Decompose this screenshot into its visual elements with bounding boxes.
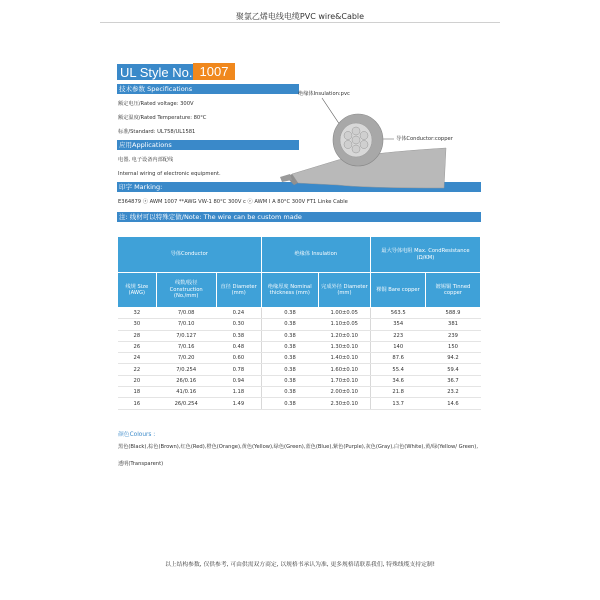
- table-row: [118, 398, 481, 409]
- table-cell: 16: [118, 398, 157, 409]
- table-cell: 59.4: [425, 364, 480, 375]
- marking-heading: 印字 Marking:: [117, 182, 481, 192]
- column-header-bare-copper: 裸铜 Bare copper: [370, 273, 425, 308]
- table-cell: 150: [425, 341, 480, 352]
- table-row: [118, 330, 481, 341]
- table-cell: 94.2: [425, 353, 480, 364]
- table-cell: 1.10±0.05: [318, 319, 370, 330]
- table-row: [118, 364, 481, 375]
- table-cell: 24: [118, 353, 157, 364]
- table-cell: 1.20±0.10: [318, 330, 370, 341]
- colours-title: 颜色Colours :: [118, 432, 156, 438]
- table-body: [118, 308, 481, 410]
- table-cell: 1.60±0.10: [318, 364, 370, 375]
- ul-style-number: 1007: [193, 63, 235, 80]
- table-cell: 2.30±0.10: [318, 398, 370, 409]
- table-cell: 0.38: [261, 341, 318, 352]
- table-cell: 563.5: [370, 308, 425, 319]
- table-cell: 7/0.16: [156, 341, 216, 352]
- table-cell: 354: [370, 319, 425, 330]
- table-cell: 2.00±0.10: [318, 387, 370, 398]
- table-cell: 0.24: [216, 308, 261, 319]
- table-row: [118, 387, 481, 398]
- table-cell: 55.4: [370, 364, 425, 375]
- specifications-heading: 技术参数 Specifications: [117, 84, 299, 94]
- table-cell: 7/0.254: [156, 364, 216, 375]
- table-cell: 30: [118, 319, 157, 330]
- table-cell: 7/0.08: [156, 308, 216, 319]
- custom-note-bar: 注: 线材可以特殊定做/Note: The wire can be custom made: [117, 212, 481, 222]
- group-header-resistance: 最大导体电阻 Max. CondResistance (Ω/KM): [370, 237, 480, 273]
- table-cell: 41/0.16: [156, 387, 216, 398]
- spec-line: 标准/Standard: UL758/UL1581: [118, 129, 196, 135]
- table-cell: 13.7: [370, 398, 425, 409]
- table-cell: 14.6: [425, 398, 480, 409]
- table-cell: 0.38: [216, 330, 261, 341]
- table-cell: 1.00±0.05: [318, 308, 370, 319]
- table-row: [118, 308, 481, 319]
- title-rule: [100, 22, 500, 23]
- table-cell: 32: [118, 308, 157, 319]
- table-cell: 0.94: [216, 375, 261, 386]
- table-cell: 20: [118, 375, 157, 386]
- table-cell: 87.6: [370, 353, 425, 364]
- table-cell: 0.38: [261, 364, 318, 375]
- application-line: 电器, 电子设备内部配线: [118, 157, 174, 163]
- table-cell: 588.9: [425, 308, 480, 319]
- table-row: [118, 319, 481, 330]
- table-cell: 26/0.254: [156, 398, 216, 409]
- table-cell: 239: [425, 330, 480, 341]
- table-cell: 18: [118, 387, 157, 398]
- table-cell: 1.18: [216, 387, 261, 398]
- column-header-tinned-copper: 镀锡铜 Tinned copper: [425, 273, 480, 308]
- table-cell: 140: [370, 341, 425, 352]
- colours-list: 黑色(Black),棕色(Brown),红色(Red),橙色(Orange),黄色(Yellow),绿色(Green),蓝色(Blue),紫色(Purple),灰色(Gray),白色(White),黄/绿(Yellow/ Green),透明(Transparent): [118, 444, 478, 467]
- table-cell: 0.38: [261, 308, 318, 319]
- document-title: 聚氯乙烯电线电缆PVC wire&Cable: [235, 12, 365, 21]
- table-cell: 0.38: [261, 330, 318, 341]
- column-header-construction: 线数/股径 Construction (No./mm): [156, 273, 216, 308]
- table-cell: 1.40±0.10: [318, 353, 370, 364]
- table-cell: 26/0.16: [156, 375, 216, 386]
- table-cell: 0.38: [261, 398, 318, 409]
- group-header-conductor: 导体Conductor: [118, 237, 262, 273]
- insulation-callout: 绝缘体Insulation:pvc: [298, 91, 350, 97]
- table-row: [118, 353, 481, 364]
- table-cell: 1.70±0.10: [318, 375, 370, 386]
- spec-line: 额定温度/Rated Temperature: 80°C: [118, 115, 207, 121]
- table-cell: 0.38: [261, 387, 318, 398]
- marking-text: E364879 ⓡ AWM 1007 **AWG VW-1 80°C 300V c ⓡ AWM I A 80°C 300V FT1 Linke Cable: [118, 199, 348, 205]
- table-cell: 0.38: [261, 353, 318, 364]
- column-header-diameter: 直径 Diameter (mm): [216, 273, 261, 308]
- table-cell: 23.2: [425, 387, 480, 398]
- column-header-size: 线规 Size (AWG): [118, 273, 157, 308]
- table-cell: 0.60: [216, 353, 261, 364]
- column-header-outer-diameter: 完成外径 Diameter (mm): [318, 273, 370, 308]
- table-cell: 7/0.10: [156, 319, 216, 330]
- application-line: Internal wiring of electronic equipment.: [118, 171, 221, 177]
- table-cell: 21.8: [370, 387, 425, 398]
- table-group-header-row: [118, 237, 481, 273]
- table-cell: 28: [118, 330, 157, 341]
- spec-line: 额定电压/Rated voltage: 300V: [118, 101, 194, 107]
- table-row: [118, 341, 481, 352]
- table-row: [118, 375, 481, 386]
- table-cell: 36.7: [425, 375, 480, 386]
- conductor-callout: 导体Conductor:copper: [396, 136, 453, 142]
- specification-table: [117, 236, 481, 410]
- ul-style-label: UL Style No.: [120, 65, 193, 80]
- table-cell: 1.30±0.10: [318, 341, 370, 352]
- table-cell: 0.30: [216, 319, 261, 330]
- applications-heading: 应用Applications: [117, 140, 299, 150]
- footer-note: 以上结构参数, 仅供参考, 可由供需双方商定, 以规格书承认为准, 更多规格请联系我们, 特殊线缆支持定制!: [164, 562, 436, 568]
- wire-illustration: [276, 82, 486, 192]
- table-cell: 7/0.20: [156, 353, 216, 364]
- column-header-thickness: 绝缘厚度 Nominal thickness (mm): [261, 273, 318, 308]
- table-cell: 0.78: [216, 364, 261, 375]
- table-cell: 0.38: [261, 319, 318, 330]
- table-cell: 22: [118, 364, 157, 375]
- table-cell: 0.48: [216, 341, 261, 352]
- data-table: [117, 236, 481, 410]
- table-cell: 7/0.127: [156, 330, 216, 341]
- table-cell: 34.6: [370, 375, 425, 386]
- table-cell: 381: [425, 319, 480, 330]
- table-cell: 1.49: [216, 398, 261, 409]
- table-cell: 223: [370, 330, 425, 341]
- wire-diagram: [276, 82, 486, 192]
- table-cell: 0.38: [261, 375, 318, 386]
- table-column-header-row: [118, 273, 481, 308]
- group-header-insulation: 绝缘体 Insulation: [261, 237, 370, 273]
- table-cell: 26: [118, 341, 157, 352]
